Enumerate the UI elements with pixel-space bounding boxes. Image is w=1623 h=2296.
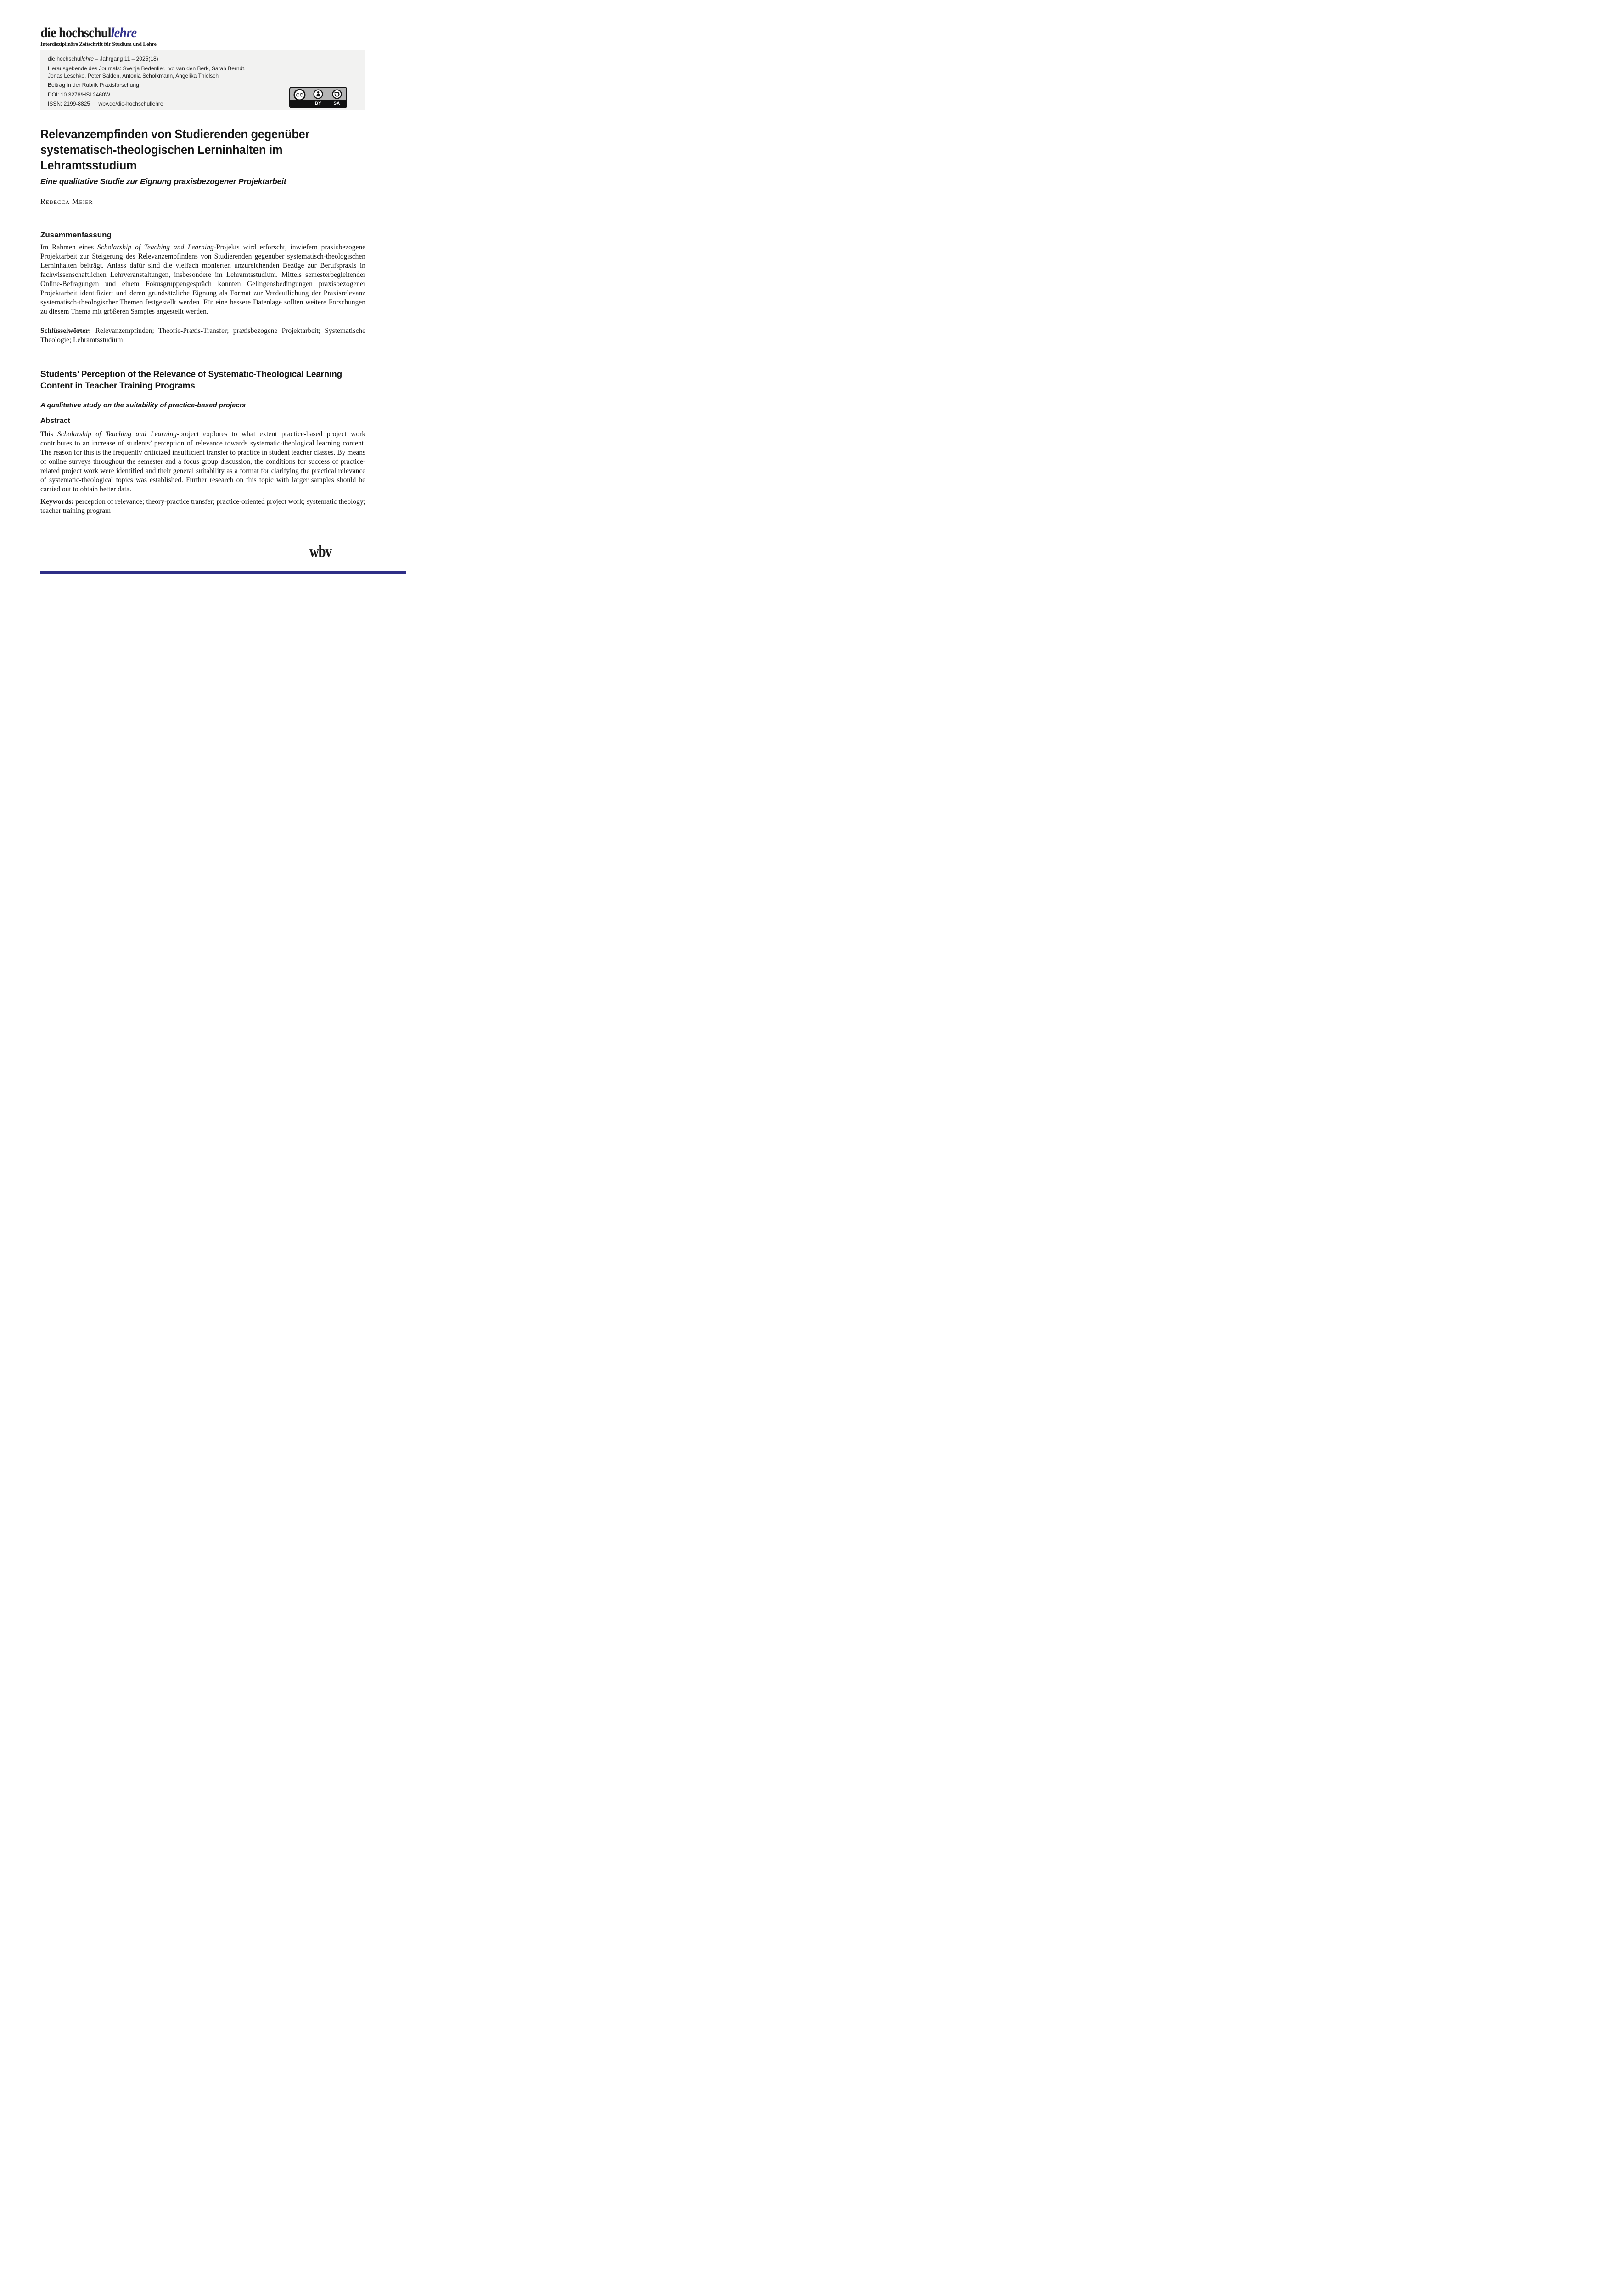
cc-icon (293, 89, 306, 101)
journal-logo-black: die hochschul (40, 24, 111, 40)
journal-logo-accent: lehre (111, 24, 137, 40)
article-title-line-3: Lehramtsstudium (40, 159, 137, 172)
article-title-line-2: systematisch-theologischen Lerninhalten im (40, 144, 283, 157)
share-alike-arrow-icon (332, 89, 342, 99)
cc-badge-icon-row (290, 88, 346, 100)
english-title (40, 369, 342, 392)
author-name: Rebecca Meier (40, 197, 93, 206)
zusammenfassung-heading: Zusammenfassung (40, 231, 112, 239)
journal-info-box (40, 50, 365, 110)
cc-badge-label-row (290, 100, 346, 107)
journal-masthead (40, 25, 163, 48)
english-subtitle: A qualitative study on the suitability of practice-based projects (40, 401, 246, 409)
journal-tagline: Interdisziplinäre Zeitschrift für Studium und Lehre (40, 41, 157, 47)
journal-first-page (0, 0, 406, 574)
english-abstract-prefix: This (40, 430, 57, 438)
english-abstract (40, 430, 365, 494)
cc-by-sa-license-badge (289, 87, 347, 108)
article-title (40, 127, 309, 174)
journal-editors: Herausgebende des Journals: Svenja Bedenlier, Ivo van den Berk, Sarah Berndt, Jonas Leschke, Peter Salden, Antonia Scholkmann, Angelika Thielsch (48, 65, 246, 79)
german-abstract-prefix: Im Rahmen eines (40, 243, 98, 251)
english-title-line-2: Content in Teacher Training Programs (40, 381, 195, 391)
issue-line-prefix: die hochschul (48, 56, 82, 62)
journal-website: wbv.de/die-hochschullehre (98, 101, 163, 107)
german-keywords (40, 326, 365, 345)
issue-line-italic: lehre (81, 56, 94, 62)
article-rubric: Beitrag in der Rubrik Praxisforschung (48, 82, 139, 88)
svg-text:CC: CC (296, 92, 303, 98)
cc-by-label: BY (314, 101, 322, 106)
article-title-line-1: Relevanzempfinden von Studierenden gegenüber (40, 128, 310, 141)
journal-logo (40, 25, 153, 40)
german-keywords-label: Schlüsselwörter: (40, 327, 91, 335)
attribution-person-icon (313, 89, 323, 99)
german-abstract-italic-phrase: Scholarship of Teaching and Learning (97, 243, 214, 251)
issue-line-suffix: – Jahrgang 11 – 2025(18) (94, 56, 158, 62)
german-abstract (40, 243, 365, 316)
footer-accent-bar (40, 571, 406, 574)
english-abstract-italic-phrase: Scholarship of Teaching and Learning (57, 430, 177, 438)
journal-issue-line (48, 55, 365, 62)
english-abstract-body: -project explores to what extent practice-based project work contributes to an increase of students’ perception of relevance towards systematic-theological learning content. The reason for this is the frequently criticized insufficient transfer to practice in student teacher classes. By means of online surveys throughout the semester and a focus group discussion, the conditions for success of practice-related project work were identified and their general suitability as a format for clarifying the practical relevance of systematic-theological topics was established. Further research on this topic with larger samples should be carried out to obtain better data. (40, 430, 366, 493)
wbv-publisher-logo: wbv (309, 542, 331, 561)
article-subtitle: Eine qualitative Studie zur Eignung praxisbezogener Projektarbeit (40, 177, 286, 186)
journal-issn: ISSN: 2199-8825 (48, 101, 90, 107)
abstract-heading: Abstract (40, 417, 70, 425)
german-abstract-body: -Projekts wird erforscht, inwiefern praxisbezogene Projektarbeit zur Steigerung des Relevanzempfindens von Studierenden gegenüber systematisch-theologischen Lerninhalten beiträgt. Anlass dafür sind die vielfach monierten unzureichenden Bezüge zur Berufspraxis in fachwissenschaftlichen Lehrveranstaltungen, insbesondere im Lehramtsstudium. Mittels semesterbegleitender Online-Befragungen und einem Fokusgruppengespräch konnten Gelingensbedingungen praxisbezogener Projektarbeit identifiziert und deren grundsätzliche Eignung als Format zur Verdeutlichung der Praxisrelevanz systematisch-theologischer Themen festgestellt werden. Für eine bessere Datenlage sollten weitere Forschungen zu diesem Thema mit größeren Samples angestellt werden. (40, 243, 365, 315)
article-doi: DOI: 10.3278/HSL2460W (48, 91, 111, 98)
english-keywords (40, 497, 365, 516)
english-keywords-list: perception of relevance; theory-practice transfer; practice-oriented project work; systematic theology; teacher training program (40, 498, 365, 515)
english-title-line-1: Students’ Perception of the Relevance of Systematic-Theological Learning (40, 370, 343, 379)
german-keywords-list: Relevanzempfinden; Theorie-Praxis-Transfer; praxisbezogene Projektarbeit; Systematische Theologie; Lehramtsstudium (40, 327, 365, 344)
english-keywords-label: Keywords: (40, 498, 74, 506)
cc-sa-label: SA (333, 101, 340, 106)
